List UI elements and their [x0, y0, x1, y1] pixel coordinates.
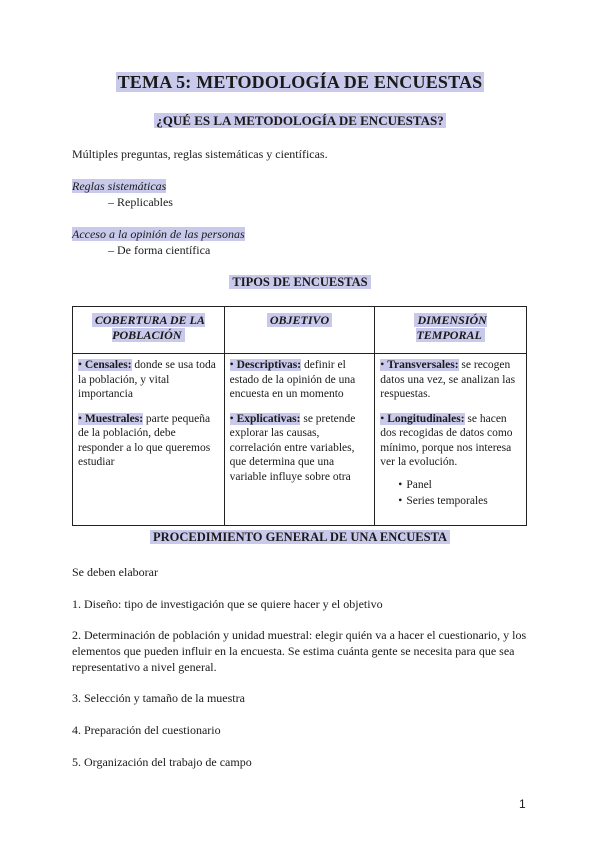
list-item — [230, 412, 370, 485]
def-muestrales: parte pequeña de la población, debe responder a lo que queremos estudiar — [78, 412, 211, 468]
term-descriptivas: Descriptivas: — [236, 359, 302, 371]
def-censales: donde se usa toda la población, y vital importancia — [78, 359, 216, 400]
reglas-heading — [72, 179, 166, 194]
header-dimension-text: DIMENSIÓN TEMPORAL — [416, 313, 487, 342]
bullet: • — [380, 359, 385, 371]
header-cobertura — [73, 307, 225, 354]
acceso-heading-text: Acceso a la opinión de las personas — [72, 227, 245, 241]
bullet: • — [78, 412, 83, 425]
intro-paragraph: Múltiples preguntas, reglas sistemáticas y científicas. — [72, 147, 328, 161]
page-number: 1 — [519, 797, 526, 811]
list-item — [78, 412, 219, 470]
acceso-heading — [72, 227, 245, 242]
step-4: 4. Preparación del cuestionario — [72, 723, 221, 737]
header-dimension — [375, 307, 527, 354]
bullet: • — [380, 412, 385, 425]
section-subtitle — [0, 113, 600, 129]
bullet: • — [229, 412, 234, 425]
acceso-item: – De forma científica — [108, 243, 211, 257]
document-title — [0, 72, 600, 93]
term-muestrales: Muestrales: — [84, 412, 144, 425]
list-item — [380, 412, 521, 509]
header-objetivo — [224, 307, 375, 354]
subtitle-text: ¿QUÉ ES LA METODOLOGÍA DE ENCUESTAS? — [156, 113, 444, 128]
cell-objetivo — [224, 354, 375, 526]
def-descriptivas: definir el estado de la opinión de una encuesta en un momento — [229, 359, 356, 400]
longitudinal-sublist — [398, 478, 521, 509]
cell-cobertura — [73, 354, 225, 526]
sublist-item-panel: • Panel — [398, 478, 521, 493]
cell-dimension — [375, 354, 527, 526]
step-3: 3. Selección y tamaño de la muestra — [72, 691, 245, 705]
header-cobertura-text: COBERTURA DE LA POBLACIÓN — [92, 313, 205, 342]
term-explicativas: Explicativas: — [236, 412, 301, 425]
def-longitudinales: se hacen dos recogidas de datos como mínimo, porque nos interesa ver la evolución. — [380, 412, 513, 468]
table-header-row — [73, 307, 527, 354]
term-transversales: Transversales: — [387, 359, 459, 371]
reglas-heading-text: Reglas sistemáticas — [72, 179, 167, 193]
term-censales: Censales: — [84, 359, 132, 371]
tipos-heading-text: TIPOS DE ENCUESTAS — [229, 275, 370, 289]
sublist-item-series: • Series temporales — [398, 494, 521, 509]
procedimiento-heading-text: PROCEDIMIENTO GENERAL DE UNA ENCUESTA — [150, 530, 450, 544]
bullet: • — [229, 359, 234, 371]
step-5: 5. Organización del trabajo de campo — [72, 755, 252, 769]
def-transversales: se recogen datos una vez, se analizan las respuestas. — [380, 359, 516, 400]
se-deben-paragraph: Se deben elaborar — [72, 565, 158, 579]
header-objetivo-text: OBJETIVO — [267, 313, 332, 327]
list-item — [230, 358, 370, 402]
def-explicativas: se pretende explorar las causas, correlación entre variables, que determina que una variable influye sobre otra — [229, 412, 356, 483]
reglas-item: – Replicables — [108, 195, 173, 209]
survey-types-table — [72, 306, 527, 526]
step-2: 2. Determinación de población y unidad muestral: elegir quién va a hacer el cuestionario, y los elementos que pueden influir en la encuesta. Se estima cuánta gente se necesita para que sea representativo a nivel general. — [72, 628, 527, 674]
list-item — [78, 358, 219, 402]
table-row — [73, 354, 527, 526]
document-title-text: TEMA 5: METODOLOGÍA DE ENCUESTAS — [117, 72, 483, 92]
bullet: • — [78, 359, 83, 371]
step-1: 1. Diseño: tipo de investigación que se quiere hacer y el objetivo — [72, 597, 383, 611]
procedimiento-heading — [0, 530, 600, 545]
term-longitudinales: Longitudinales: — [387, 412, 465, 425]
list-item — [380, 358, 521, 402]
tipos-heading — [0, 275, 600, 290]
